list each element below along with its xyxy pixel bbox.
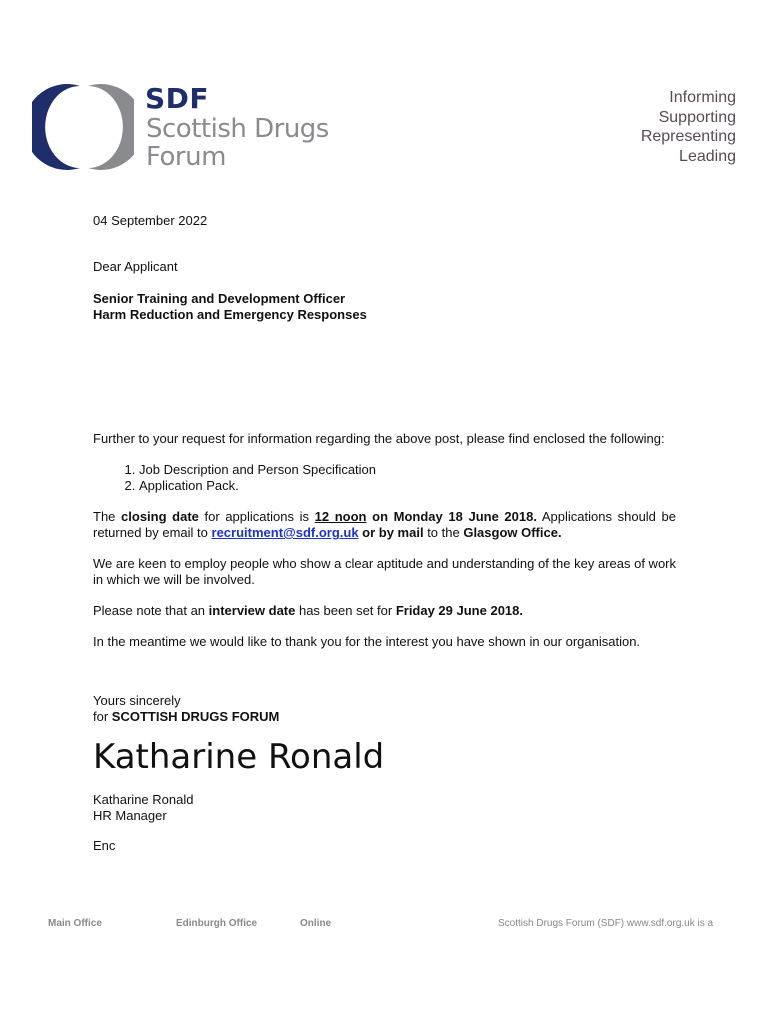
recruitment-email-link[interactable]: recruitment@sdf.org.uk (211, 525, 359, 540)
text-run: The (93, 509, 122, 524)
tagline-representing: Representing (640, 128, 736, 145)
text-run: has been set for (295, 603, 396, 618)
sdf-logo-icon (32, 84, 134, 170)
closing-block (93, 693, 279, 725)
closing-day: on Monday 18 June 2018. (366, 509, 537, 524)
signature: Katharine Ronald (93, 737, 385, 777)
footer-edinburgh-office: Edinburgh Office (176, 918, 258, 929)
text-run: to the (423, 525, 464, 540)
thanks-paragraph: In the meantime we would like to thank you for the interest you have shown in our organisation. (93, 634, 641, 649)
text-run: for (93, 709, 112, 724)
closing-date-paragraph (93, 509, 676, 541)
by-mail-label: or by mail (358, 525, 424, 540)
intro-paragraph: Further to your request for information regarding the above post, please find enclosed the following: (93, 431, 665, 446)
closing-time: 12 noon (314, 509, 367, 524)
subject-heading (93, 291, 367, 323)
subject-line-2: Harm Reduction and Emergency Responses (93, 307, 367, 322)
tagline-leading: Leading (679, 147, 736, 165)
organisation-name: SCOTTISH DRUGS FORUM (111, 709, 280, 724)
closing-date-label: closing date (121, 509, 199, 524)
tagline-informing: Informing (669, 89, 736, 106)
list-item: 2. Application Pack. (139, 478, 676, 494)
subject-line-1: Senior Training and Development Officer (93, 291, 346, 306)
letter-date: 04 September 2022 (93, 213, 208, 228)
signer-block (93, 792, 193, 824)
sign-off: Yours sincerely (93, 693, 181, 708)
text-run: Applications should be returned by email to (93, 509, 676, 540)
letter-body (93, 431, 676, 665)
taglines (641, 88, 736, 166)
list-item: 1. Job Description and Person Specification (139, 462, 676, 478)
interview-paragraph (93, 603, 676, 619)
signer-name: Katharine Ronald (93, 792, 194, 807)
footer-note: Scottish Drugs Forum (SDF) www.sdf.org.uk is a (498, 918, 714, 929)
text-run: Please note that an (93, 603, 209, 618)
interview-date: Friday 29 June 2018. (395, 603, 523, 618)
logo-name-line2: Forum (146, 142, 226, 172)
enclosure-list (93, 462, 676, 494)
footer-online: Online (300, 918, 332, 929)
salutation: Dear Applicant (93, 259, 178, 274)
text-run: for applications is (198, 509, 315, 524)
footer-main-office: Main Office (48, 918, 102, 929)
tagline-supporting: Supporting (658, 108, 736, 126)
logo-name-line1: Scottish Drugs (146, 114, 329, 144)
keen-paragraph: We are keen to employ people who show a clear aptitude and understanding of the key areas of work in which we will be involved. (93, 556, 676, 587)
signer-title: HR Manager (93, 808, 167, 823)
logo-abbreviation: SDF (145, 82, 210, 115)
for-line (93, 709, 279, 725)
enclosure-marker: Enc (93, 838, 116, 853)
interview-date-label: interview date (208, 603, 296, 618)
logo-navy-crescent (32, 84, 80, 170)
glasgow-office-label: Glasgow Office. (463, 525, 562, 540)
logo-grey-crescent (88, 84, 134, 170)
